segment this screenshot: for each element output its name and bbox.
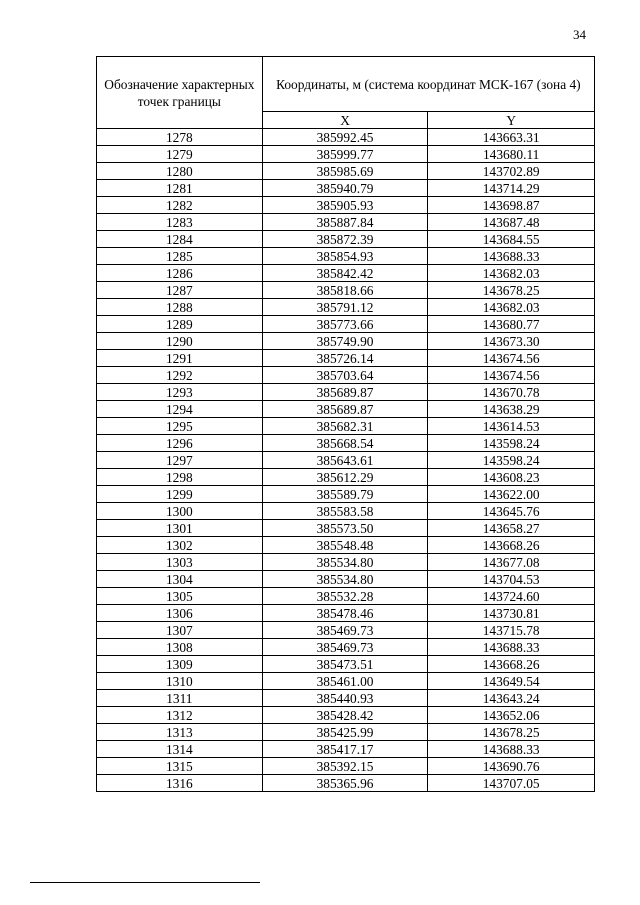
y-coordinate-cell: 143698.87	[428, 197, 595, 214]
x-coordinate-cell: 385985.69	[262, 163, 428, 180]
x-coordinate-cell: 385842.42	[262, 265, 428, 282]
x-coordinate-cell: 385872.39	[262, 231, 428, 248]
point-id-cell: 1298	[97, 469, 263, 486]
point-id-cell: 1285	[97, 248, 263, 265]
table-row	[97, 571, 595, 588]
point-id-cell: 1297	[97, 452, 263, 469]
y-coordinate-cell: 143714.29	[428, 180, 595, 197]
y-coordinate-cell: 143677.08	[428, 554, 595, 571]
y-coordinate-cell: 143688.33	[428, 741, 595, 758]
x-coordinate-cell: 385532.28	[262, 588, 428, 605]
footnote-divider	[30, 882, 260, 883]
point-id-cell: 1295	[97, 418, 263, 435]
y-coordinate-cell: 143678.25	[428, 282, 595, 299]
x-coordinate-cell: 385392.15	[262, 758, 428, 775]
table-row	[97, 367, 595, 384]
x-coordinate-cell: 385791.12	[262, 299, 428, 316]
point-id-cell: 1308	[97, 639, 263, 656]
point-id-cell: 1304	[97, 571, 263, 588]
y-coordinate-cell: 143707.05	[428, 775, 595, 792]
point-id-cell: 1311	[97, 690, 263, 707]
x-coordinate-cell: 385469.73	[262, 622, 428, 639]
table-row	[97, 401, 595, 418]
y-coordinate-cell: 143715.78	[428, 622, 595, 639]
y-coordinate-cell: 143674.56	[428, 350, 595, 367]
point-id-cell: 1312	[97, 707, 263, 724]
y-coordinate-cell: 143622.00	[428, 486, 595, 503]
table-row	[97, 231, 595, 248]
x-coordinate-cell: 385887.84	[262, 214, 428, 231]
x-coordinate-cell: 385773.66	[262, 316, 428, 333]
point-id-cell: 1296	[97, 435, 263, 452]
point-id-cell: 1301	[97, 520, 263, 537]
table-row	[97, 299, 595, 316]
point-id-cell: 1299	[97, 486, 263, 503]
y-coordinate-cell: 143645.76	[428, 503, 595, 520]
y-coordinate-cell: 143649.54	[428, 673, 595, 690]
x-coordinate-cell: 385473.51	[262, 656, 428, 673]
point-id-cell: 1302	[97, 537, 263, 554]
point-id-cell: 1281	[97, 180, 263, 197]
header-coordinates-title: Координаты, м (система координат МСК-167 (зона 4)	[262, 57, 594, 112]
x-coordinate-cell: 385689.87	[262, 384, 428, 401]
point-id-cell: 1288	[97, 299, 263, 316]
point-id-cell: 1283	[97, 214, 263, 231]
table-row	[97, 418, 595, 435]
page-number: 34	[573, 27, 586, 42]
y-coordinate-cell: 143598.24	[428, 435, 595, 452]
header-y: Y	[428, 112, 595, 129]
table-row	[97, 333, 595, 350]
x-coordinate-cell: 385428.42	[262, 707, 428, 724]
point-id-cell: 1307	[97, 622, 263, 639]
x-coordinate-cell: 385905.93	[262, 197, 428, 214]
x-coordinate-cell: 385749.90	[262, 333, 428, 350]
table-row	[97, 622, 595, 639]
x-coordinate-cell: 385854.93	[262, 248, 428, 265]
x-coordinate-cell: 385689.87	[262, 401, 428, 418]
x-coordinate-cell: 385478.46	[262, 605, 428, 622]
table-row	[97, 503, 595, 520]
coordinates-table	[96, 56, 595, 792]
point-id-cell: 1316	[97, 775, 263, 792]
x-coordinate-cell: 385583.58	[262, 503, 428, 520]
point-id-cell: 1293	[97, 384, 263, 401]
x-coordinate-cell: 385726.14	[262, 350, 428, 367]
point-id-cell: 1290	[97, 333, 263, 350]
y-coordinate-cell: 143680.11	[428, 146, 595, 163]
table-row	[97, 588, 595, 605]
point-id-cell: 1313	[97, 724, 263, 741]
table-row	[97, 146, 595, 163]
y-coordinate-cell: 143688.33	[428, 639, 595, 656]
y-coordinate-cell: 143638.29	[428, 401, 595, 418]
x-coordinate-cell: 385534.80	[262, 554, 428, 571]
point-id-cell: 1287	[97, 282, 263, 299]
point-id-cell: 1289	[97, 316, 263, 333]
x-coordinate-cell: 385534.80	[262, 571, 428, 588]
table-row	[97, 741, 595, 758]
point-id-cell: 1309	[97, 656, 263, 673]
table-row	[97, 282, 595, 299]
table-row	[97, 350, 595, 367]
table-row	[97, 656, 595, 673]
header-point-label: Обозначение характерных точек границы	[97, 57, 263, 129]
table-row	[97, 163, 595, 180]
x-coordinate-cell: 385703.64	[262, 367, 428, 384]
table-row	[97, 265, 595, 282]
header-x: X	[262, 112, 428, 129]
y-coordinate-cell: 143598.24	[428, 452, 595, 469]
point-id-cell: 1292	[97, 367, 263, 384]
y-coordinate-cell: 143704.53	[428, 571, 595, 588]
x-coordinate-cell: 385589.79	[262, 486, 428, 503]
x-coordinate-cell: 385417.17	[262, 741, 428, 758]
y-coordinate-cell: 143614.53	[428, 418, 595, 435]
y-coordinate-cell: 143643.24	[428, 690, 595, 707]
point-id-cell: 1278	[97, 129, 263, 146]
table-row	[97, 775, 595, 792]
table-row	[97, 605, 595, 622]
table-row	[97, 316, 595, 333]
table-row	[97, 214, 595, 231]
y-coordinate-cell: 143724.60	[428, 588, 595, 605]
y-coordinate-cell: 143682.03	[428, 265, 595, 282]
table-row	[97, 384, 595, 401]
y-coordinate-cell: 143674.56	[428, 367, 595, 384]
y-coordinate-cell: 143668.26	[428, 537, 595, 554]
y-coordinate-cell: 143678.25	[428, 724, 595, 741]
x-coordinate-cell: 385612.29	[262, 469, 428, 486]
table-row	[97, 537, 595, 554]
y-coordinate-cell: 143690.76	[428, 758, 595, 775]
y-coordinate-cell: 143730.81	[428, 605, 595, 622]
point-id-cell: 1286	[97, 265, 263, 282]
table-row	[97, 435, 595, 452]
y-coordinate-cell: 143668.26	[428, 656, 595, 673]
table-row	[97, 248, 595, 265]
x-coordinate-cell: 385999.77	[262, 146, 428, 163]
point-id-cell: 1305	[97, 588, 263, 605]
y-coordinate-cell: 143682.03	[428, 299, 595, 316]
table-row	[97, 180, 595, 197]
y-coordinate-cell: 143680.77	[428, 316, 595, 333]
point-id-cell: 1306	[97, 605, 263, 622]
point-id-cell: 1310	[97, 673, 263, 690]
y-coordinate-cell: 143652.06	[428, 707, 595, 724]
point-id-cell: 1284	[97, 231, 263, 248]
table-row	[97, 452, 595, 469]
y-coordinate-cell: 143658.27	[428, 520, 595, 537]
table-row	[97, 673, 595, 690]
table-row	[97, 724, 595, 741]
y-coordinate-cell: 143687.48	[428, 214, 595, 231]
x-coordinate-cell: 385440.93	[262, 690, 428, 707]
x-coordinate-cell: 385992.45	[262, 129, 428, 146]
x-coordinate-cell: 385818.66	[262, 282, 428, 299]
point-id-cell: 1280	[97, 163, 263, 180]
x-coordinate-cell: 385548.48	[262, 537, 428, 554]
x-coordinate-cell: 385425.99	[262, 724, 428, 741]
table-row	[97, 486, 595, 503]
y-coordinate-cell: 143663.31	[428, 129, 595, 146]
x-coordinate-cell: 385940.79	[262, 180, 428, 197]
x-coordinate-cell: 385365.96	[262, 775, 428, 792]
x-coordinate-cell: 385573.50	[262, 520, 428, 537]
table-row	[97, 197, 595, 214]
table-row	[97, 639, 595, 656]
x-coordinate-cell: 385643.61	[262, 452, 428, 469]
x-coordinate-cell: 385461.00	[262, 673, 428, 690]
point-id-cell: 1314	[97, 741, 263, 758]
point-id-cell: 1294	[97, 401, 263, 418]
table-row	[97, 554, 595, 571]
point-id-cell: 1279	[97, 146, 263, 163]
table-row	[97, 707, 595, 724]
table-row	[97, 758, 595, 775]
table-row	[97, 129, 595, 146]
x-coordinate-cell: 385469.73	[262, 639, 428, 656]
y-coordinate-cell: 143608.23	[428, 469, 595, 486]
point-id-cell: 1300	[97, 503, 263, 520]
y-coordinate-cell: 143670.78	[428, 384, 595, 401]
table-row	[97, 469, 595, 486]
table-row	[97, 520, 595, 537]
y-coordinate-cell: 143702.89	[428, 163, 595, 180]
table-body	[97, 129, 595, 792]
point-id-cell: 1315	[97, 758, 263, 775]
y-coordinate-cell: 143673.30	[428, 333, 595, 350]
x-coordinate-cell: 385682.31	[262, 418, 428, 435]
point-id-cell: 1282	[97, 197, 263, 214]
y-coordinate-cell: 143684.55	[428, 231, 595, 248]
point-id-cell: 1291	[97, 350, 263, 367]
x-coordinate-cell: 385668.54	[262, 435, 428, 452]
table-row	[97, 690, 595, 707]
point-id-cell: 1303	[97, 554, 263, 571]
y-coordinate-cell: 143688.33	[428, 248, 595, 265]
